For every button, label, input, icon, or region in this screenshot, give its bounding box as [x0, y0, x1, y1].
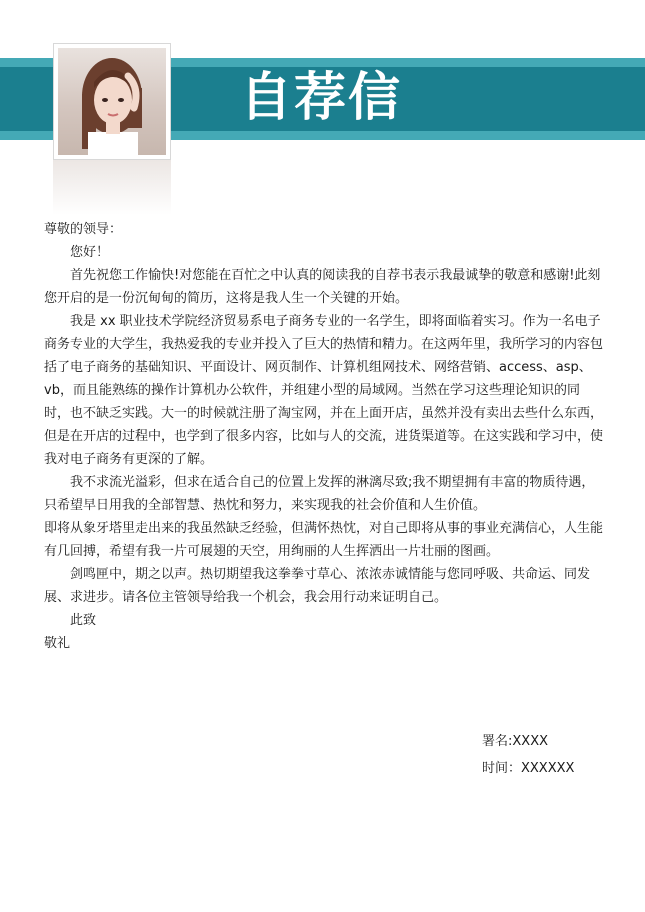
- letter-body: [44, 218, 604, 655]
- greeting: 您好！: [70, 245, 110, 260]
- portrait-illustration: [58, 48, 166, 155]
- page-title: 自荐信: [240, 68, 403, 128]
- paragraph-3: 我不求流光溢彩，但求在适合自己的位置上发挥的淋漓尽致;我不期望拥有丰富的物质待遇，只希望早日用我的全部智慧、热忱和努力，来实现我的社会价值和人生价值。: [44, 475, 595, 513]
- paragraph-5: 剑鸣匣中，期之以声。热切期望我这拳拳寸草心、浓浓赤诚情能与您同呼吸、共命运、同发展、求进步。请各位主管领导给我一个机会，我会用行动来证明自己。: [44, 567, 591, 605]
- profile-photo-frame: [53, 43, 171, 160]
- paragraph-1: 首先祝您工作愉快!对您能在百忙之中认真的阅读我的自荐书表示我最诚挚的敬意和感谢!此刻您开启的是一份沉甸甸的简历，这将是我人生一个关键的开始。: [44, 268, 601, 306]
- paragraph-4: 即将从象牙塔里走出来的我虽然缺乏经验，但满怀热忱，对自己即将从事的事业充满信心，人生能有几回搏，希望有我一片可展翅的天空，用绚丽的人生挥洒出一片壮丽的图画。: [44, 521, 604, 559]
- salutation: 尊敬的领导：: [44, 222, 123, 237]
- signature-name: 署名:XXXX: [482, 734, 549, 749]
- paragraph-2: 我是 xx 职业技术学院经济贸易系电子商务专业的一名学生，即将面临着实习。作为一名电子商务专业的大学生，我热爱我的专业并投入了巨大的热情和精力。在这两年里，我所学习的内容包括了电子商务的基础知识、平面设计、网页制作、计算机组网技术、网络营销、access、asp、vb，而且能熟练的操作计算机办公软件，并组建小型的局域网。当然在学习这些理论知识的同时，也不缺乏实践。大一的时候就注册了淘宝网，并在上面开店，虽然并没有卖出去些什么东西，但是在开店的过程中，也学到了很多内容，比如与人的交流，进货渠道等。在这实践和学习中，使我对电子商务有更深的了解。: [44, 314, 604, 467]
- photo-reflection: [53, 160, 171, 215]
- signature-date: 时间：XXXXXX: [482, 761, 575, 776]
- regards: 敬礼: [44, 636, 71, 651]
- profile-photo: [58, 48, 166, 155]
- closing: 此致: [70, 613, 97, 628]
